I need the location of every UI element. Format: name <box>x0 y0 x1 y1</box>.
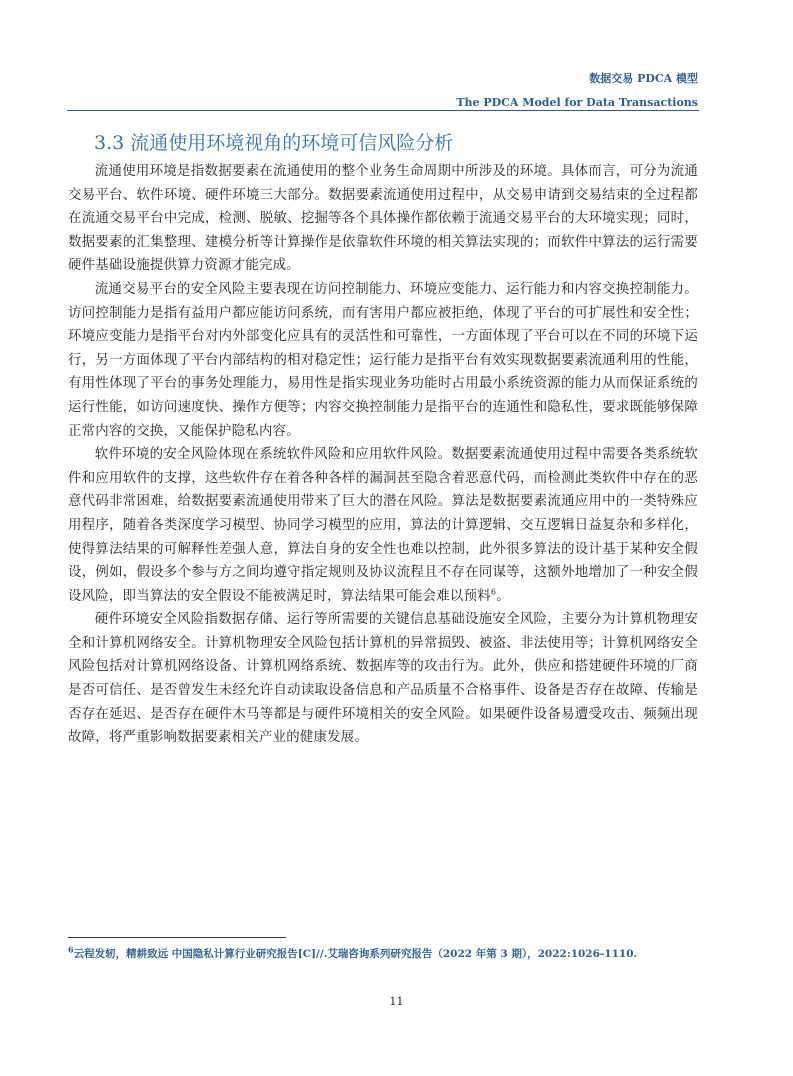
paragraph-4: 硬件环境安全风险指数据存储、运行等所需要的关键信息基础设施安全风险，主要分为计算机物理安全和计算机网络安全。计算机物理安全风险包括计算机的异常损毁、被盗、非法使用等；计算机网络安全风险包括对计算机网络设备、计算机网络系统、数据库等的攻击行为。此外，供应和搭建硬件环境的厂商是否可信任、是否曾发生未经允许自动读取设备信息和产品质量不合格事件、设备是否存在故障、传输是否存在延迟、是否存在硬件木马等都是与硬件环境相关的安全风险。如果硬件设备易遭受攻击、频频出现故障，将严重影响数据要素相关产业的健康发展。 <box>68 612 698 746</box>
paragraph-1: 流通使用环境是指数据要素在流通使用的整个业务生命周期中所涉及的环境。具体而言，可分为流通交易平台、软件环境、硬件环境三大部分。数据要素流通使用过程中，从交易申请到交易结束的全过程都在流通交易平台中完成，检测、脱敏、挖掘等各个具体操作都依赖于流通交易平台的大环境实现；同时，数据要素的汇集整理、建模分析等计算操作是依靠软件环境的相关算法实现的；而软件中算法的运行需要硬件基础设施提供算力资源才能完成。 <box>68 164 698 274</box>
paragraph-3-text: 软件环境的安全风险体现在系统软件风险和应用软件风险。数据要素流通使用过程中需要各类系统软件和应用软件的支撑，这些软件存在着各种各样的漏洞甚至隐含着恶意代码，而检测此类软件中存在的恶意代码非常困难，给数据要素流通使用带来了巨大的潜在风险。算法是数据要素流通应用中的一类特殊应用程序，随着各类深度学习模型、协同学习模型的应用，算法的计算逻辑、交互逻辑日益复杂和多样化，使得算法结果的可解释性差强人意，算法自身的安全性也难以控制，此外很多算法的设计基于某种安全假设，例如，假设多个参与方之间均遵守指定规则及协议流程且不存在同谋等，这额外地增加了一种安全假设风险，即当算法的安全假设不能被满足时，算法结果可能会难以预料 <box>68 447 698 604</box>
footnote-reference[interactable]: 6 <box>490 587 497 597</box>
body-text <box>68 160 698 750</box>
paragraph-3 <box>68 443 698 608</box>
header-divider <box>67 110 699 111</box>
footnote-divider <box>68 937 286 938</box>
page-number: 11 <box>389 995 404 1008</box>
section-title: 3.3 流通使用环境视角的环境可信风险分析 <box>94 132 454 154</box>
footnote-number: 6 <box>68 944 74 955</box>
running-header-title-en: The PDCA Model for Data Transactions <box>456 96 698 109</box>
running-header <box>456 70 698 112</box>
paragraph-2: 流通交易平台的安全风险主要表现在访问控制能力、环境应变能力、运行能力和内容交换控制能力。访问控制能力是指有益用户都应能访问系统，而有害用户都应被拒绝，体现了平台的可扩展性和安全性；环境应变能力是指平台对内外部变化应具有的灵活性和可靠性，一方面体现了平台可以在不同的环境下运行，另一方面体现了平台内部结构的相对稳定性；运行能力是指平台有效实现数据要素流通利用的性能，有用性体现了平台的事务处理能力，易用性是指实现业务功能时占用最小系统资源的能力从而保证系统的运行性能，如访问速度快、操作方便等；内容交换控制能力是指平台的连通性和隐私性，要求既能够保障正常内容的交换，又能保护隐私内容。 <box>68 281 698 439</box>
paragraph-3-end: 。 <box>496 588 510 604</box>
running-header-title-zh: 数据交易 PDCA 模型 <box>589 72 698 85</box>
footnote-text: 云程发轫，精耕致远 中国隐私计算行业研究报告[C]//.艾瑞咨询系列研究报告（2022 年第 3 期），2022:1026-1110. <box>73 948 638 960</box>
footnote <box>68 946 708 962</box>
